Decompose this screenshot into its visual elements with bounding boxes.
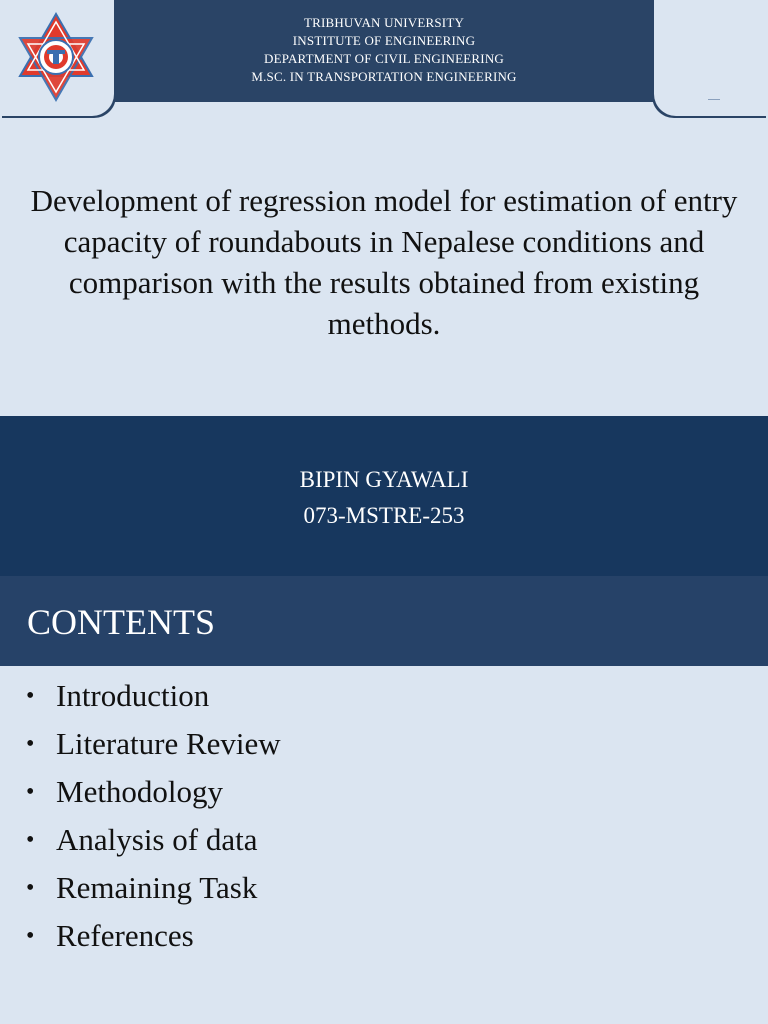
corner-dash: [708, 99, 720, 100]
bullet: •: [26, 683, 35, 709]
list-item-label: References: [56, 918, 194, 953]
header-line-university: TRIBHUVAN UNIVERSITY: [303, 15, 465, 30]
list-item: [0, 724, 768, 772]
bullet: •: [26, 731, 35, 757]
bullet: •: [26, 875, 35, 901]
list-item-label: Analysis of data: [56, 822, 258, 857]
bullet: •: [26, 923, 35, 949]
header-text: [114, 14, 654, 86]
bullet: •: [26, 779, 35, 805]
list-item-label: Remaining Task: [56, 870, 258, 905]
bullet: •: [26, 827, 35, 853]
header-line-program: M.SC. IN TRANSPORTATION ENGINEERING: [251, 69, 517, 84]
header-line-institute: INSTITUTE OF ENGINEERING: [292, 33, 476, 48]
contents-heading: CONTENTS: [27, 602, 215, 642]
author-name: BIPIN GYAWALI: [299, 467, 469, 492]
list-item: [0, 868, 768, 916]
author-id: 073-MSTRE-253: [303, 503, 465, 528]
header-line-department: DEPARTMENT OF CIVIL ENGINEERING: [263, 51, 505, 66]
list-item: [0, 916, 768, 964]
university-seal-icon: [14, 10, 98, 104]
contents-list: [0, 676, 768, 964]
list-item: [0, 820, 768, 868]
list-item: [0, 772, 768, 820]
list-item: [0, 676, 768, 724]
list-item-label: Methodology: [56, 774, 224, 809]
document-title: Development of regression model for estimation of entry capacity of roundabouts in Nepalese conditions and comparison with the results obtained from existing methods.: [30, 183, 738, 341]
author-band: [0, 416, 768, 576]
list-item-label: Literature Review: [56, 726, 281, 761]
list-item-label: Introduction: [56, 678, 210, 713]
